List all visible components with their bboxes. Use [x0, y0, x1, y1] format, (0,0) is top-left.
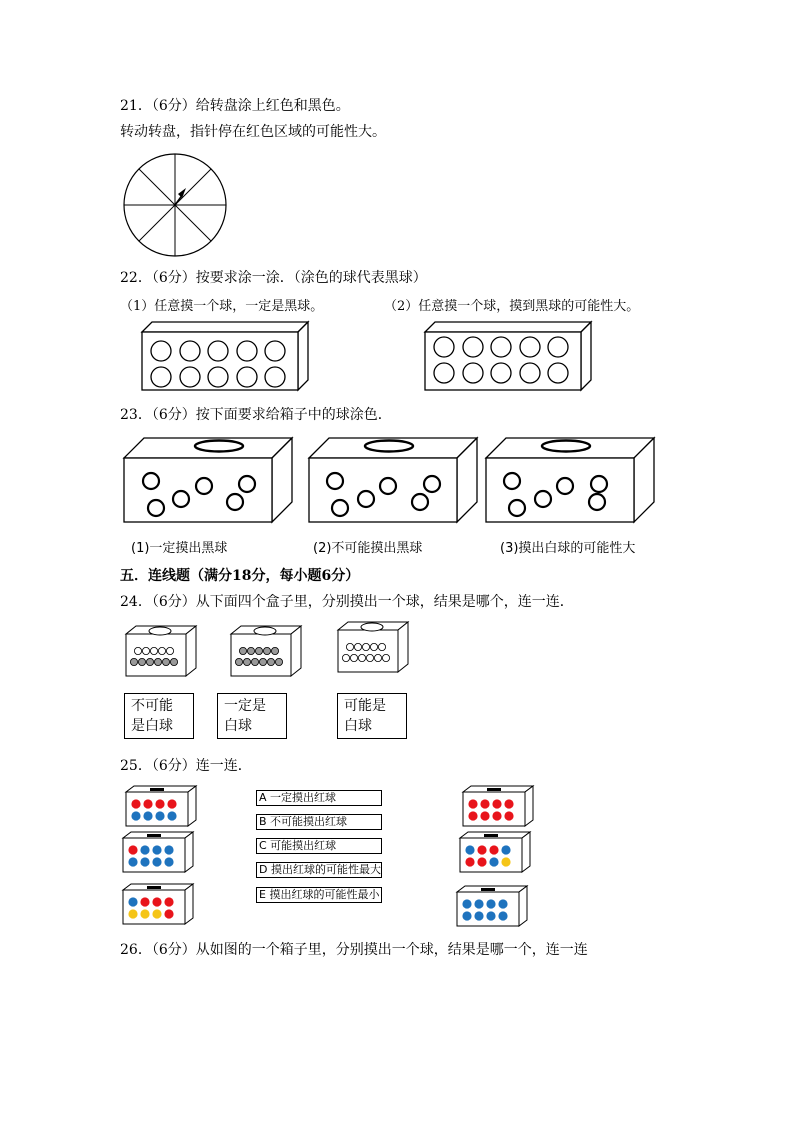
q23-caption-3: (3)摸出白球的可能性大 [500, 541, 636, 556]
q24-result-2-line1: 一定是 [224, 698, 266, 714]
spinner-wheel[interactable] [120, 150, 230, 260]
q23-caption-1: (1)一定摸出黑球 [131, 541, 228, 556]
q24-result-2-line2: 白球 [224, 718, 252, 734]
q24-result-1-line2: 是白球 [131, 718, 173, 734]
q25-option-e[interactable]: E 摸出红球的可能性最小 [256, 887, 382, 903]
q21-text: 转动转盘，指针停在红色区域的可能性大。 [120, 124, 386, 140]
q24-title: 24．（6分）从下面四个盒子里，分别摸出一个球，结果是哪个，连一连． [120, 594, 574, 610]
q26-title: 26．（6分）从如图的一个箱子里，分别摸出一个球，结果是哪一个，连一连 [120, 942, 588, 958]
q24-result-box-1[interactable] [124, 693, 194, 739]
q23-box-2 [307, 436, 479, 524]
q25-right-box-1 [461, 784, 535, 828]
q22-sub1: （1）任意摸一个球，一定是黑球。 [120, 299, 324, 314]
q24-box-3 [336, 620, 410, 676]
q22-box-2 [423, 322, 593, 392]
q24-result-box-3[interactable] [337, 693, 407, 739]
q25-option-d[interactable]: D 摸出红球的可能性最大 [256, 862, 382, 878]
q21-title: 21．（6分）给转盘涂上红色和黑色。 [120, 98, 350, 114]
q22-sub2: （2）任意摸一个球，摸到黑球的可能性大。 [384, 299, 640, 314]
q25-option-c[interactable]: C 可能摸出红球 [256, 838, 382, 854]
q25-left-box-1 [124, 784, 198, 828]
q24-result-box-2[interactable] [217, 693, 287, 739]
section-5-title: 五．连线题（满分18分，每小题6分） [120, 568, 360, 584]
q25-option-b[interactable]: B 不可能摸出红球 [256, 814, 382, 830]
q22-title: 22．（6分）按要求涂一涂．（涂色的球代表黑球） [120, 270, 427, 286]
q24-result-3-line2: 白球 [344, 718, 372, 734]
q25-right-box-2 [458, 830, 532, 874]
q23-title: 23．（6分）按下面要求给箱子中的球涂色． [120, 407, 392, 423]
q25-left-box-3 [121, 882, 195, 926]
q25-title: 25．（6分）连一连． [120, 758, 252, 774]
q24-box-1 [124, 624, 198, 680]
q25-left-box-2 [121, 830, 195, 874]
q23-caption-2: (2)不可能摸出黑球 [313, 541, 423, 556]
q24-result-1-line1: 不可能 [131, 698, 173, 714]
q24-box-2 [229, 624, 303, 680]
q25-right-box-3 [455, 884, 529, 928]
q22-box-1 [140, 322, 310, 392]
q25-option-a[interactable]: A 一定摸出红球 [256, 790, 382, 806]
q23-box-1 [122, 436, 294, 524]
q24-result-3-line1: 可能是 [344, 698, 386, 714]
q23-box-3 [484, 436, 656, 524]
